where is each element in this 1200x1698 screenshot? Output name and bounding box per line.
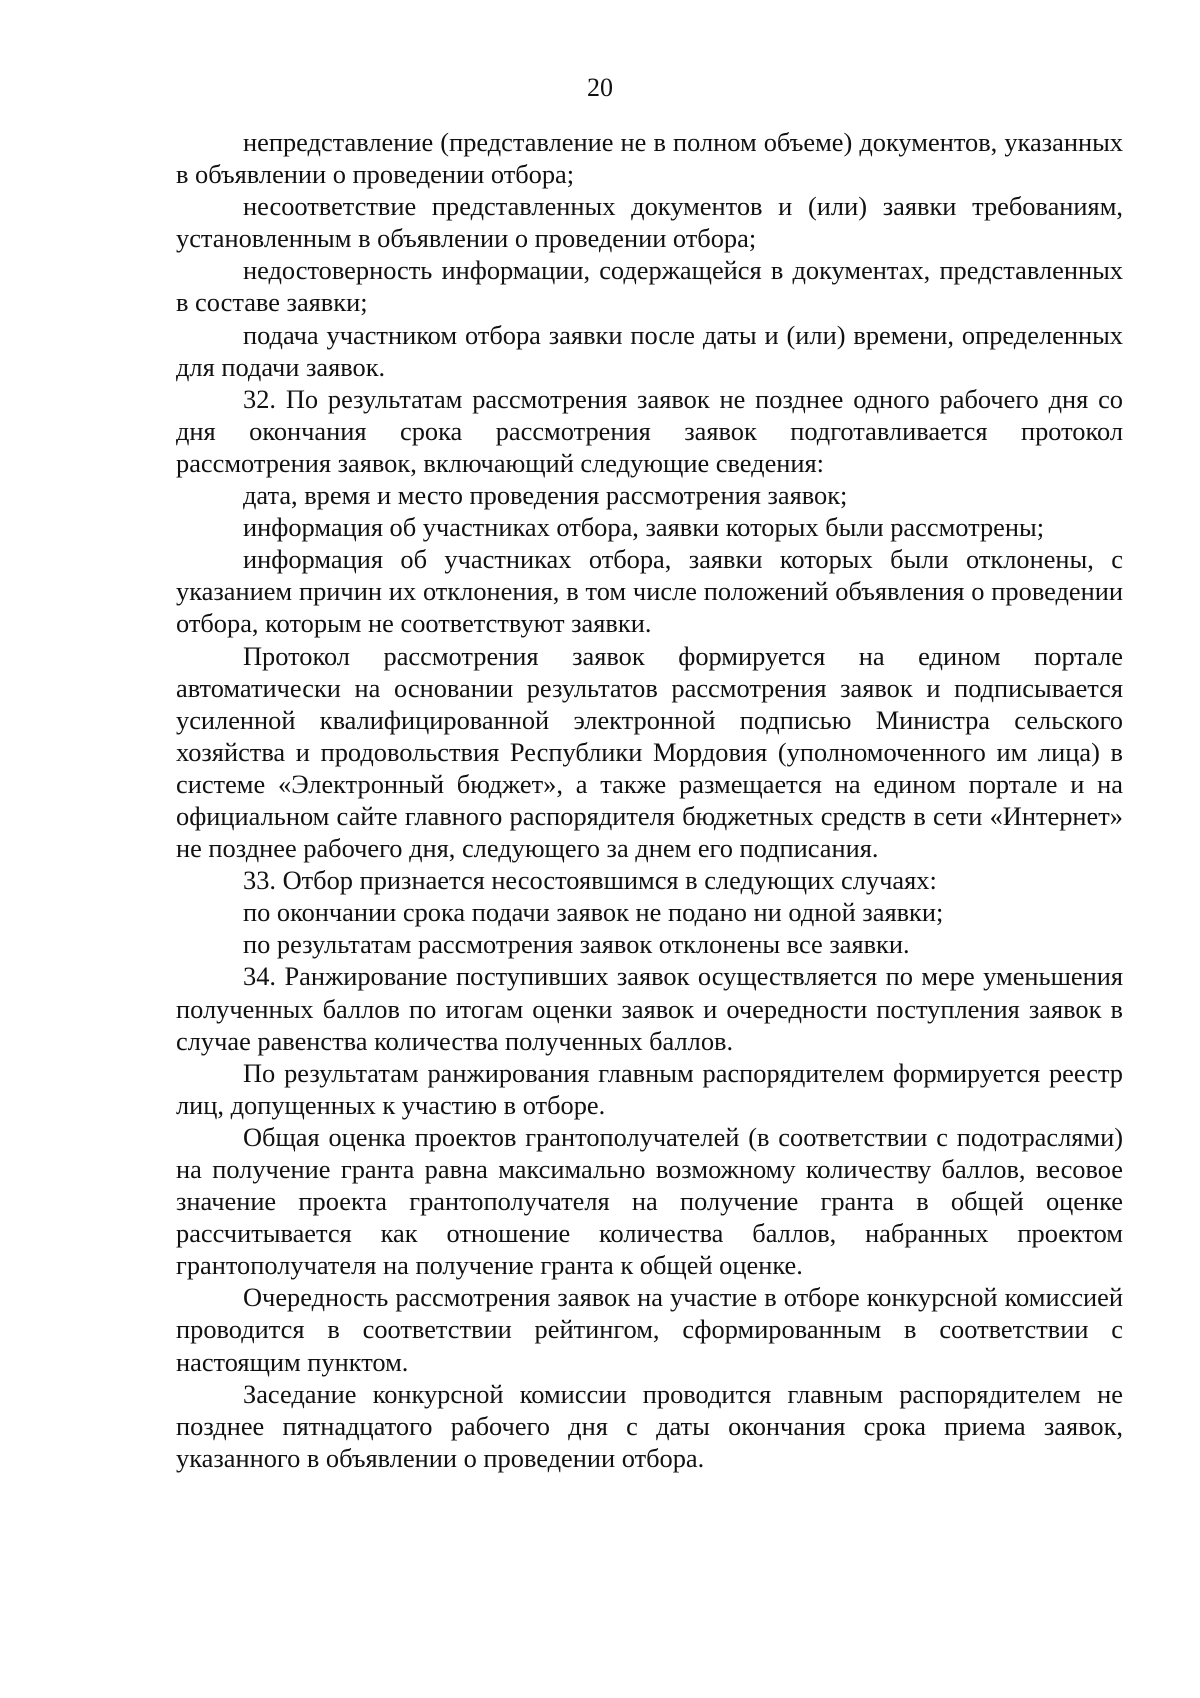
paragraph-all-rejected: по результатам рассмотрения заявок отклонены все заявки. xyxy=(243,929,910,960)
paragraph-criterion-late-submission: подача участником отбора заявки после даты и (или) времени, определенных для подачи заявок. xyxy=(176,319,1123,382)
paragraph-no-applications: по окончании срока подачи заявок не подано ни одной заявки; xyxy=(243,897,944,928)
paragraph-overall-score: Общая оценка проектов грантополучателей (в соответствии с подотраслями) на получение гранта равна максимально возможному количеству баллов, весовое значение проекта грантополучателя на получение гранта в общей оценке рассчитывается как отношение количества баллов, набранных проектом грантополучателя на получение гранта к общей оценке. xyxy=(176,1121,1123,1281)
paragraph-item-34: 34. Ранжирование поступивших заявок осуществляется по мере уменьшения полученных баллов по итогам оценки заявок и очередности поступления заявок в случае равенства количества полученных баллов. xyxy=(176,961,1123,1056)
paragraph-criterion-unreliable-info: недостоверность информации, содержащейся в документах, представленных в составе заявки; xyxy=(176,255,1123,318)
paragraph-item-33: 33. Отбор признается несостоявшимся в следующих случаях: xyxy=(243,865,937,896)
paragraph-protocol-rejected: информация об участниках отбора, заявки которых были отклонены, с указанием причин их отклонения, в том числе положений объявления о проведении отбора, которым не соответствуют заявки. xyxy=(176,544,1123,639)
paragraph-protocol-reviewed: информация об участниках отбора, заявки которых были рассмотрены; xyxy=(243,512,1045,543)
paragraph-criterion-incomplete-documents: непредставление (представление не в полном объеме) документов, указанных в объявлении о проведении отбора; xyxy=(176,127,1123,190)
paragraph-protocol-formation: Протокол рассмотрения заявок формируется на едином портале автоматически на основании результатов рассмотрения заявок и подписывается усиленной квалифицированной электронной подписью Министра сельского хозяйства и продовольствия Республики Мордовия (уполномоченного им лица) в системе «Электронный бюджет», а также размещается на едином портале и на официальном сайте главного распорядителя бюджетных средств в сети «Интернет» не позднее рабочего дня, следующего за днем его подписания. xyxy=(176,640,1123,864)
paragraph-criterion-noncompliance: несоответствие представленных документов и (или) заявки требованиям, установленным в объявлении о проведении отбора; xyxy=(176,191,1123,254)
page-number: 20 xyxy=(587,73,613,102)
paragraph-item-32: 32. По результатам рассмотрения заявок не позднее одного рабочего дня со дня окончания срока рассмотрения заявок подготавливается протокол рассмотрения заявок, включающий следующие сведения: xyxy=(176,383,1123,478)
document-body xyxy=(176,126,1123,1474)
paragraph-review-order: Очередность рассмотрения заявок на участие в отборе конкурсной комиссией проводится в соответствии рейтингом, сформированным в соответствии с настоящим пунктом. xyxy=(176,1282,1123,1377)
paragraph-protocol-date-place: дата, время и место проведения рассмотрения заявок; xyxy=(243,480,848,511)
paragraph-commission-meeting: Заседание конкурсной комиссии проводится главным распорядителем не позднее пятнадцатого рабочего дня с даты окончания срока приема заявок, указанного в объявлении о проведении отбора. xyxy=(176,1378,1123,1473)
paragraph-ranking-registry: По результатам ранжирования главным распорядителем формируется реестр лиц, допущенных к участию в отборе. xyxy=(176,1057,1123,1120)
